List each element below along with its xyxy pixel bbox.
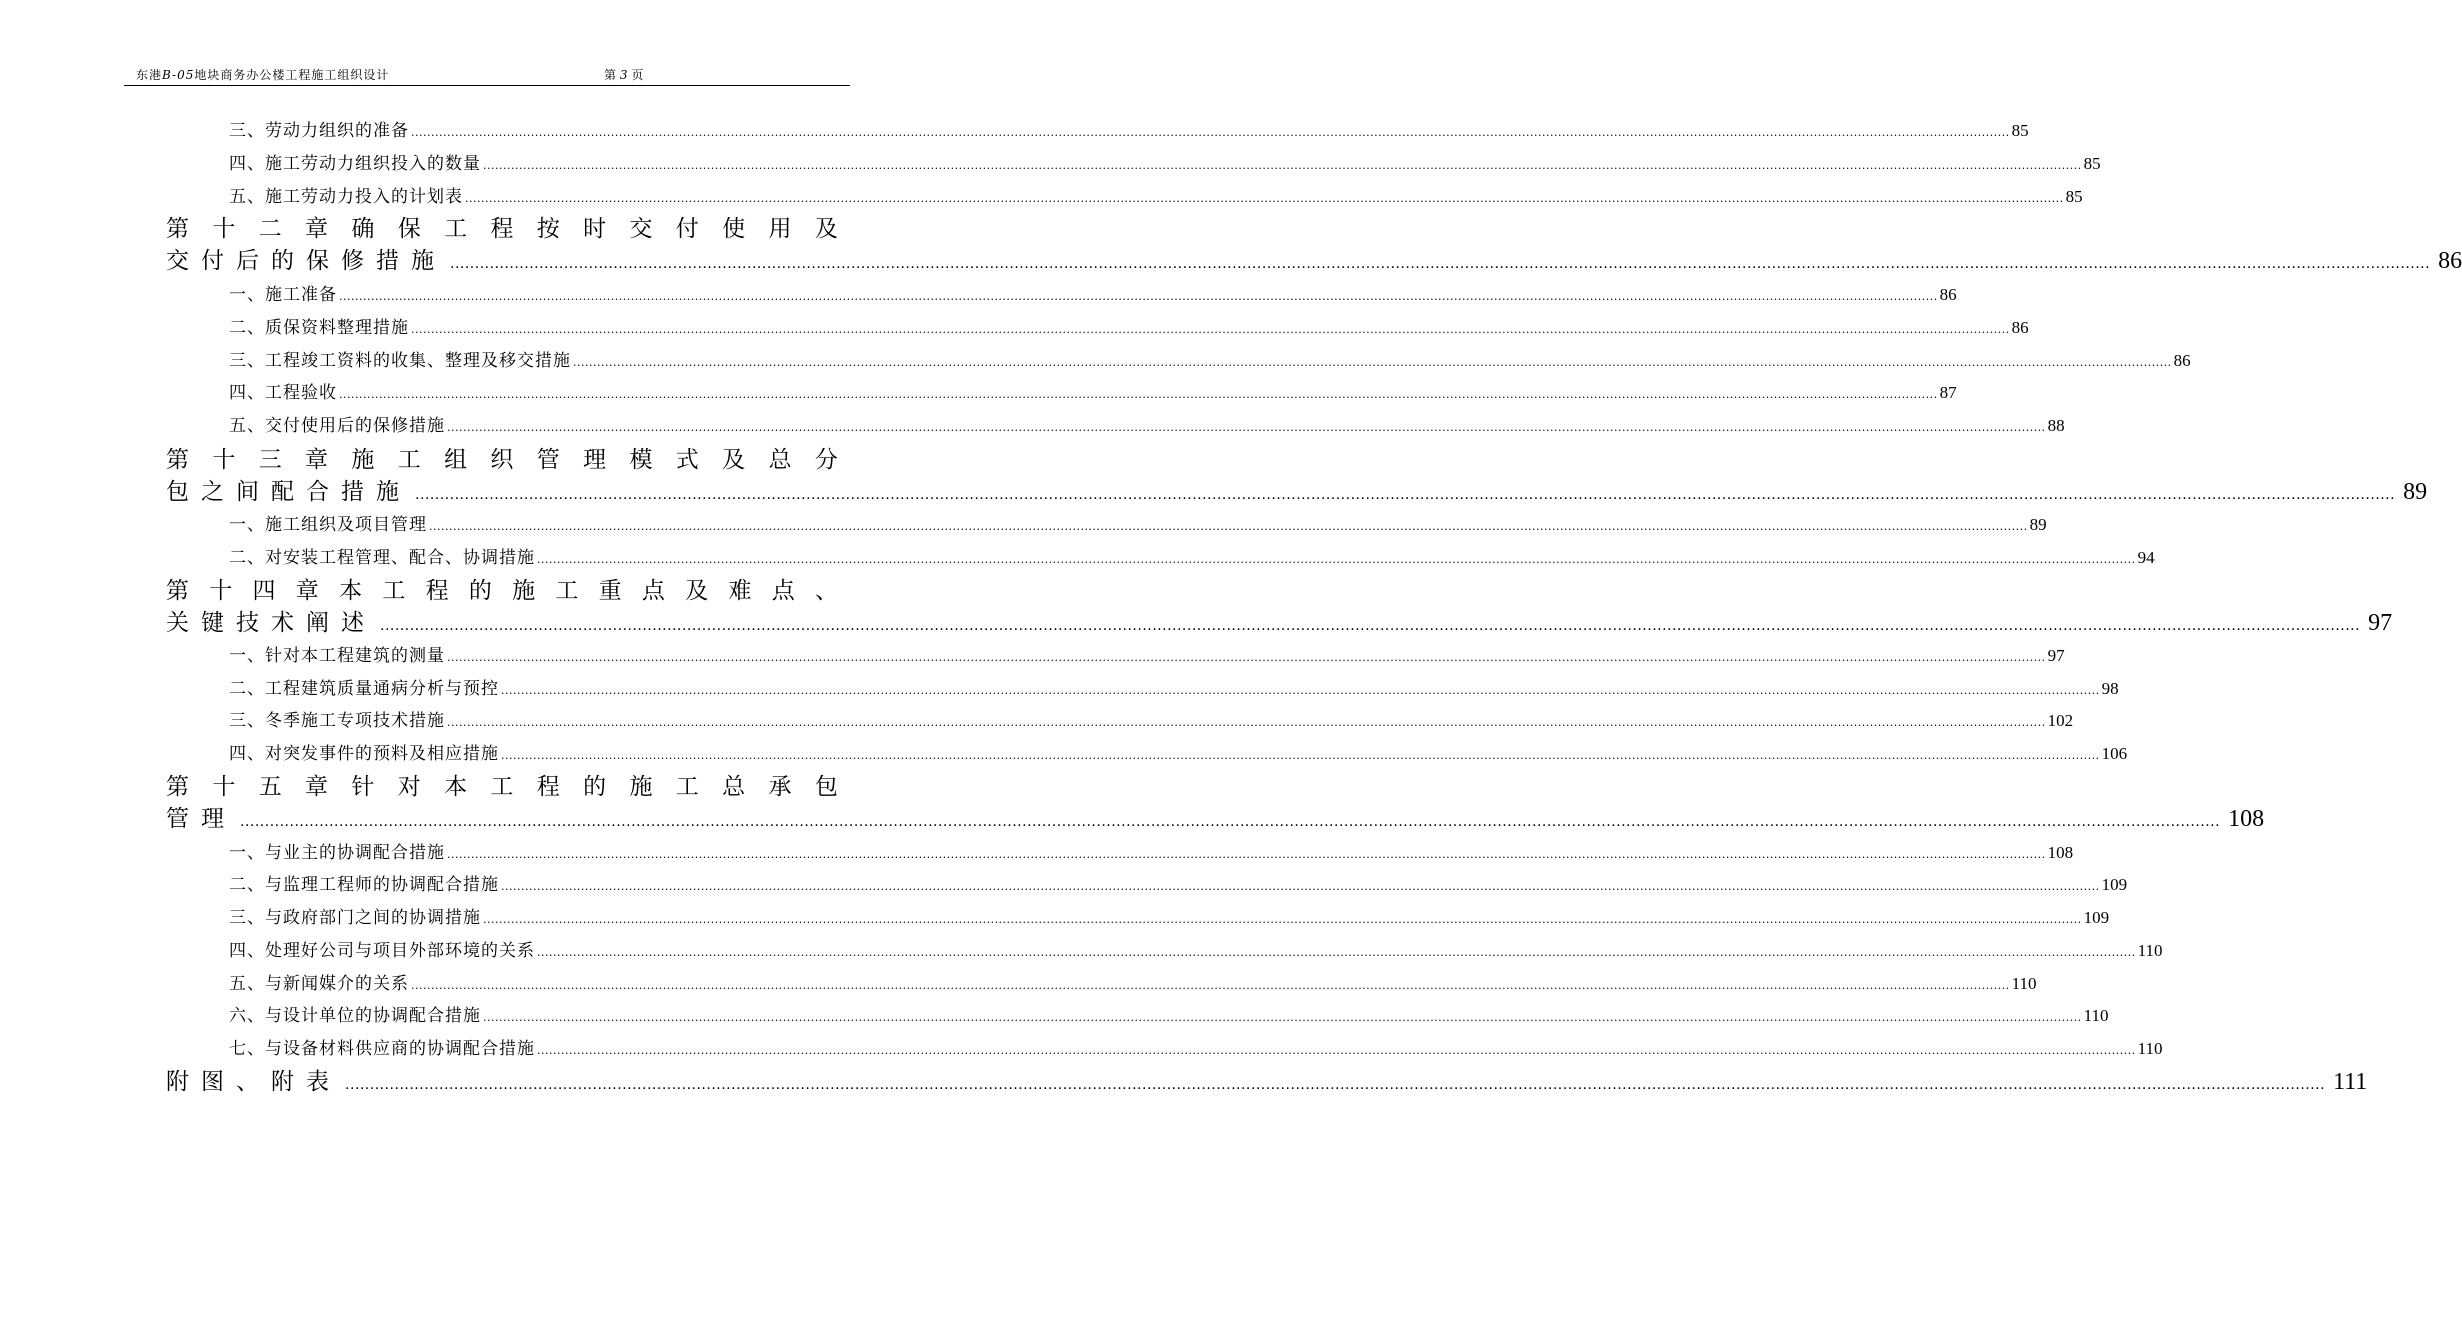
chapter-char: 时 xyxy=(583,216,607,242)
chapter-char: 对 xyxy=(397,774,421,800)
toc-entry-page: 98 xyxy=(2101,679,2119,698)
toc-entry[interactable] xyxy=(229,513,2047,537)
toc-entry[interactable] xyxy=(229,414,2065,438)
toc-entry-label: 四、处理好公司与项目外部环境的关系 xyxy=(229,941,535,961)
chapter-char: 程 xyxy=(490,216,514,242)
chapter-char: 用 xyxy=(768,216,792,242)
chapter-char: 模 xyxy=(629,447,653,473)
chapter-char: 工 xyxy=(382,578,406,604)
chapter-char: 组 xyxy=(444,447,468,473)
toc-entry[interactable] xyxy=(229,119,2029,143)
chapter-char: 分 xyxy=(814,447,838,473)
chapter-char: 难 xyxy=(728,578,752,604)
chapter-char: 点 xyxy=(641,578,665,604)
chapter-char: 重 xyxy=(598,578,622,604)
chapter-char: 总 xyxy=(722,774,746,800)
toc-entry[interactable] xyxy=(229,1004,2109,1028)
chapter-char: 本 xyxy=(444,774,468,800)
chapter-char: 包 xyxy=(814,774,838,800)
chapter-title-line2 xyxy=(166,1066,2368,1098)
chapter-char: 十 xyxy=(209,578,233,604)
page-num: 3 xyxy=(619,68,628,82)
toc-entry-label: 四、对突发事件的预料及相应措施 xyxy=(229,744,499,764)
chapter-char: 使 xyxy=(722,216,746,242)
toc-entry-label: 四、施工劳动力组织投入的数量 xyxy=(229,154,481,174)
chapter-char: 确 xyxy=(351,216,375,242)
toc-entry[interactable] xyxy=(229,316,2029,340)
chapter-char: 五 xyxy=(258,774,282,800)
toc-chapter[interactable] xyxy=(166,213,2462,277)
chapter-char: 、 xyxy=(814,578,838,604)
chapter-title-line2 xyxy=(166,476,2428,508)
toc-entry-label: 五、施工劳动力投入的计划表 xyxy=(229,187,463,207)
dot-leader: ................................................................................................................................................................................................................................................................................................................................................................................................................ xyxy=(429,520,2028,533)
chapter-char: 付 xyxy=(675,216,699,242)
chapter-char: 及 xyxy=(814,216,838,242)
dot-leader: ................................................................................................................................................................................................................................................................................................................................................................................................................ xyxy=(483,159,2082,172)
dot-leader: ................................................................................................................................................................................................................................................................................................................................................................................................................ xyxy=(415,487,2396,503)
dot-leader: ................................................................................................................................................................................................................................................................................................................................................................................................................ xyxy=(447,848,2046,861)
toc-entry[interactable] xyxy=(229,185,2083,209)
dot-leader: ................................................................................................................................................................................................................................................................................................................................................................................................................ xyxy=(447,651,2046,664)
dot-leader: ................................................................................................................................................................................................................................................................................................................................................................................................................ xyxy=(345,1077,2326,1093)
toc-entry-page: 109 xyxy=(2083,908,2110,927)
dot-leader: ................................................................................................................................................................................................................................................................................................................................................................................................................ xyxy=(483,1011,2082,1024)
toc-entry-page: 109 xyxy=(2101,875,2128,894)
chapter-title-line1 xyxy=(166,771,838,803)
dot-leader: ................................................................................................................................................................................................................................................................................................................................................................................................................ xyxy=(380,618,2361,634)
toc-entry-page: 86 xyxy=(2173,351,2191,370)
chapter-char: 工 xyxy=(675,774,699,800)
chapter-char: 十 xyxy=(212,447,236,473)
toc-entry-page: 86 xyxy=(1939,285,1957,304)
toc-entry-label: 一、施工组织及项目管理 xyxy=(229,515,427,535)
chapter-char: 工 xyxy=(444,216,468,242)
chapter-page: 86 xyxy=(2438,248,2462,274)
chapter-title-text: 包之间配合措施 xyxy=(166,479,411,505)
toc-entry-page: 89 xyxy=(2029,515,2047,534)
chapter-char: 总 xyxy=(768,447,792,473)
toc-entry-page: 110 xyxy=(2011,974,2037,993)
chapter-char: 第 xyxy=(166,447,189,473)
toc-chapter[interactable] xyxy=(166,1066,2368,1098)
toc-entry-page: 85 xyxy=(2011,121,2029,140)
toc-entry-label: 六、与设计单位的协调配合措施 xyxy=(229,1006,481,1026)
toc-entry-page: 85 xyxy=(2083,154,2101,173)
chapter-char: 程 xyxy=(536,774,560,800)
toc-chapter[interactable] xyxy=(166,444,2428,508)
toc-entry[interactable] xyxy=(229,381,1957,405)
dot-leader: ................................................................................................................................................................................................................................................................................................................................................................................................................ xyxy=(501,749,2100,762)
toc-entry-label: 一、针对本工程建筑的测量 xyxy=(229,646,445,666)
toc-chapter[interactable] xyxy=(166,575,2393,639)
toc-entry[interactable] xyxy=(229,841,2074,865)
toc-entry-label: 四、工程验收 xyxy=(229,383,337,403)
toc-entry-page: 102 xyxy=(2047,711,2074,730)
dot-leader: ................................................................................................................................................................................................................................................................................................................................................................................................................ xyxy=(339,290,1938,303)
document-title xyxy=(136,66,389,83)
page-number xyxy=(604,66,643,83)
dot-leader: ................................................................................................................................................................................................................................................................................................................................................................................................................ xyxy=(450,256,2431,272)
toc-entry-label: 二、工程建筑质量通病分析与预控 xyxy=(229,679,499,699)
chapter-char: 织 xyxy=(490,447,514,473)
chapter-title-line1 xyxy=(166,575,838,607)
dot-leader: ................................................................................................................................................................................................................................................................................................................................................................................................................ xyxy=(240,814,2221,830)
dot-leader: ................................................................................................................................................................................................................................................................................................................................................................................................................ xyxy=(501,684,2100,697)
dot-leader: ................................................................................................................................................................................................................................................................................................................................................................................................................ xyxy=(573,356,2172,369)
page-suffix: 页 xyxy=(631,68,644,82)
chapter-char: 二 xyxy=(258,216,282,242)
chapter-char: 针 xyxy=(351,774,375,800)
toc-entry[interactable] xyxy=(229,283,1957,307)
toc-entry-page: 106 xyxy=(2101,744,2128,763)
toc-entry-page: 88 xyxy=(2047,416,2065,435)
chapter-title-line1 xyxy=(166,213,838,245)
chapter-char: 章 xyxy=(305,447,329,473)
toc-entry[interactable] xyxy=(229,349,2191,373)
chapter-char: 三 xyxy=(258,447,282,473)
chapter-title-line2 xyxy=(166,245,2462,277)
chapter-char: 保 xyxy=(397,216,421,242)
chapter-title-text: 管理 xyxy=(166,806,236,832)
chapter-char: 按 xyxy=(536,216,560,242)
toc-entry-label: 三、冬季施工专项技术措施 xyxy=(229,711,445,731)
chapter-char: 四 xyxy=(252,578,276,604)
chapter-char: 式 xyxy=(675,447,699,473)
chapter-page: 111 xyxy=(2333,1069,2368,1095)
chapter-char: 章 xyxy=(305,216,329,242)
toc-entry-label: 五、与新闻媒介的关系 xyxy=(229,974,409,994)
chapter-char: 第 xyxy=(166,216,189,242)
chapter-char: 工 xyxy=(555,578,579,604)
toc-entry-page: 85 xyxy=(2065,187,2083,206)
toc-chapter[interactable] xyxy=(166,771,2265,835)
toc-entry-label: 二、与监理工程师的协调配合措施 xyxy=(229,875,499,895)
toc-entry[interactable] xyxy=(229,972,2037,996)
toc-entry[interactable] xyxy=(229,152,2101,176)
chapter-char: 本 xyxy=(339,578,363,604)
chapter-page: 108 xyxy=(2228,806,2265,832)
dot-leader: ................................................................................................................................................................................................................................................................................................................................................................................................................ xyxy=(339,388,1938,401)
title-suffix: 地块商务办公楼工程施工组织设计 xyxy=(194,68,390,82)
toc-entry[interactable] xyxy=(229,709,2074,733)
toc-entry-label: 七、与设备材料供应商的协调配合措施 xyxy=(229,1039,535,1059)
toc-entry[interactable] xyxy=(229,677,2119,701)
toc-entry-page: 110 xyxy=(2137,1039,2163,1058)
toc-entry-page: 108 xyxy=(2047,843,2074,862)
chapter-char: 施 xyxy=(351,447,375,473)
dot-leader: ................................................................................................................................................................................................................................................................................................................................................................................................................ xyxy=(447,716,2046,729)
toc-entry-label: 二、质保资料整理措施 xyxy=(229,318,409,338)
chapter-char: 的 xyxy=(468,578,492,604)
toc-entry[interactable] xyxy=(229,906,2110,930)
dot-leader: ................................................................................................................................................................................................................................................................................................................................................................................................................ xyxy=(411,979,2010,992)
toc-entry-page: 94 xyxy=(2137,548,2155,567)
dot-leader: ................................................................................................................................................................................................................................................................................................................................................................................................................ xyxy=(411,126,2010,139)
chapter-char: 的 xyxy=(583,774,607,800)
chapter-char: 理 xyxy=(583,447,607,473)
toc-entry[interactable] xyxy=(229,1037,2163,1061)
dot-leader: ................................................................................................................................................................................................................................................................................................................................................................................................................ xyxy=(537,946,2136,959)
chapter-char: 点 xyxy=(771,578,795,604)
chapter-char: 施 xyxy=(629,774,653,800)
page-header xyxy=(124,64,850,86)
chapter-char: 承 xyxy=(768,774,792,800)
toc-entry-label: 三、与政府部门之间的协调措施 xyxy=(229,908,481,928)
dot-leader: ................................................................................................................................................................................................................................................................................................................................................................................................................ xyxy=(411,323,2010,336)
chapter-char: 交 xyxy=(629,216,653,242)
dot-leader: ................................................................................................................................................................................................................................................................................................................................................................................................................ xyxy=(447,421,2046,434)
toc-entry[interactable] xyxy=(229,644,2065,668)
chapter-char: 管 xyxy=(536,447,560,473)
dot-leader: ................................................................................................................................................................................................................................................................................................................................................................................................................ xyxy=(501,880,2100,893)
dot-leader: ................................................................................................................................................................................................................................................................................................................................................................................................................ xyxy=(537,553,2136,566)
chapter-char: 工 xyxy=(490,774,514,800)
chapter-title-line2 xyxy=(166,607,2393,639)
toc-entry[interactable] xyxy=(229,873,2128,897)
chapter-title-line1 xyxy=(166,444,838,476)
chapter-char: 及 xyxy=(722,447,746,473)
toc-entry[interactable] xyxy=(229,546,2155,570)
chapter-title-text: 交付后的保修措施 xyxy=(166,248,446,274)
chapter-char: 第 xyxy=(166,774,189,800)
chapter-title-text: 关键技术阐述 xyxy=(166,610,376,636)
chapter-char: 十 xyxy=(212,774,236,800)
toc-entry-page: 110 xyxy=(2083,1006,2109,1025)
chapter-char: 施 xyxy=(512,578,536,604)
chapter-title-text: 附图、附表 xyxy=(166,1069,341,1095)
chapter-char: 章 xyxy=(295,578,319,604)
chapter-char: 十 xyxy=(212,216,236,242)
toc-entry-label: 五、交付使用后的保修措施 xyxy=(229,416,445,436)
toc-entry-page: 86 xyxy=(2011,318,2029,337)
title-code: B-05 xyxy=(162,68,195,82)
chapter-char: 工 xyxy=(397,447,421,473)
dot-leader: ................................................................................................................................................................................................................................................................................................................................................................................................................ xyxy=(465,192,2064,205)
toc-entry-label: 二、对安装工程管理、配合、协调措施 xyxy=(229,548,535,568)
toc-entry-label: 一、施工准备 xyxy=(229,285,337,305)
page-prefix: 第 xyxy=(604,68,617,82)
chapter-char: 及 xyxy=(685,578,709,604)
toc-entry-label: 三、劳动力组织的准备 xyxy=(229,121,409,141)
chapter-char: 程 xyxy=(425,578,449,604)
toc-entry[interactable] xyxy=(229,939,2163,963)
chapter-char: 章 xyxy=(305,774,329,800)
dot-leader: ................................................................................................................................................................................................................................................................................................................................................................................................................ xyxy=(483,913,2082,926)
chapter-title-line2 xyxy=(166,803,2265,835)
toc-entry-label: 三、工程竣工资料的收集、整理及移交措施 xyxy=(229,351,571,371)
dot-leader: ................................................................................................................................................................................................................................................................................................................................................................................................................ xyxy=(537,1044,2136,1057)
toc-entry-label: 一、与业主的协调配合措施 xyxy=(229,843,445,863)
chapter-page: 97 xyxy=(2368,610,2393,636)
chapter-page: 89 xyxy=(2403,479,2428,505)
toc-entry[interactable] xyxy=(229,742,2128,766)
title-prefix: 东港 xyxy=(136,68,163,82)
toc-entry-page: 110 xyxy=(2137,941,2163,960)
chapter-char: 第 xyxy=(166,578,189,604)
toc-entry-page: 87 xyxy=(1939,383,1957,402)
toc-entry-page: 97 xyxy=(2047,646,2065,665)
